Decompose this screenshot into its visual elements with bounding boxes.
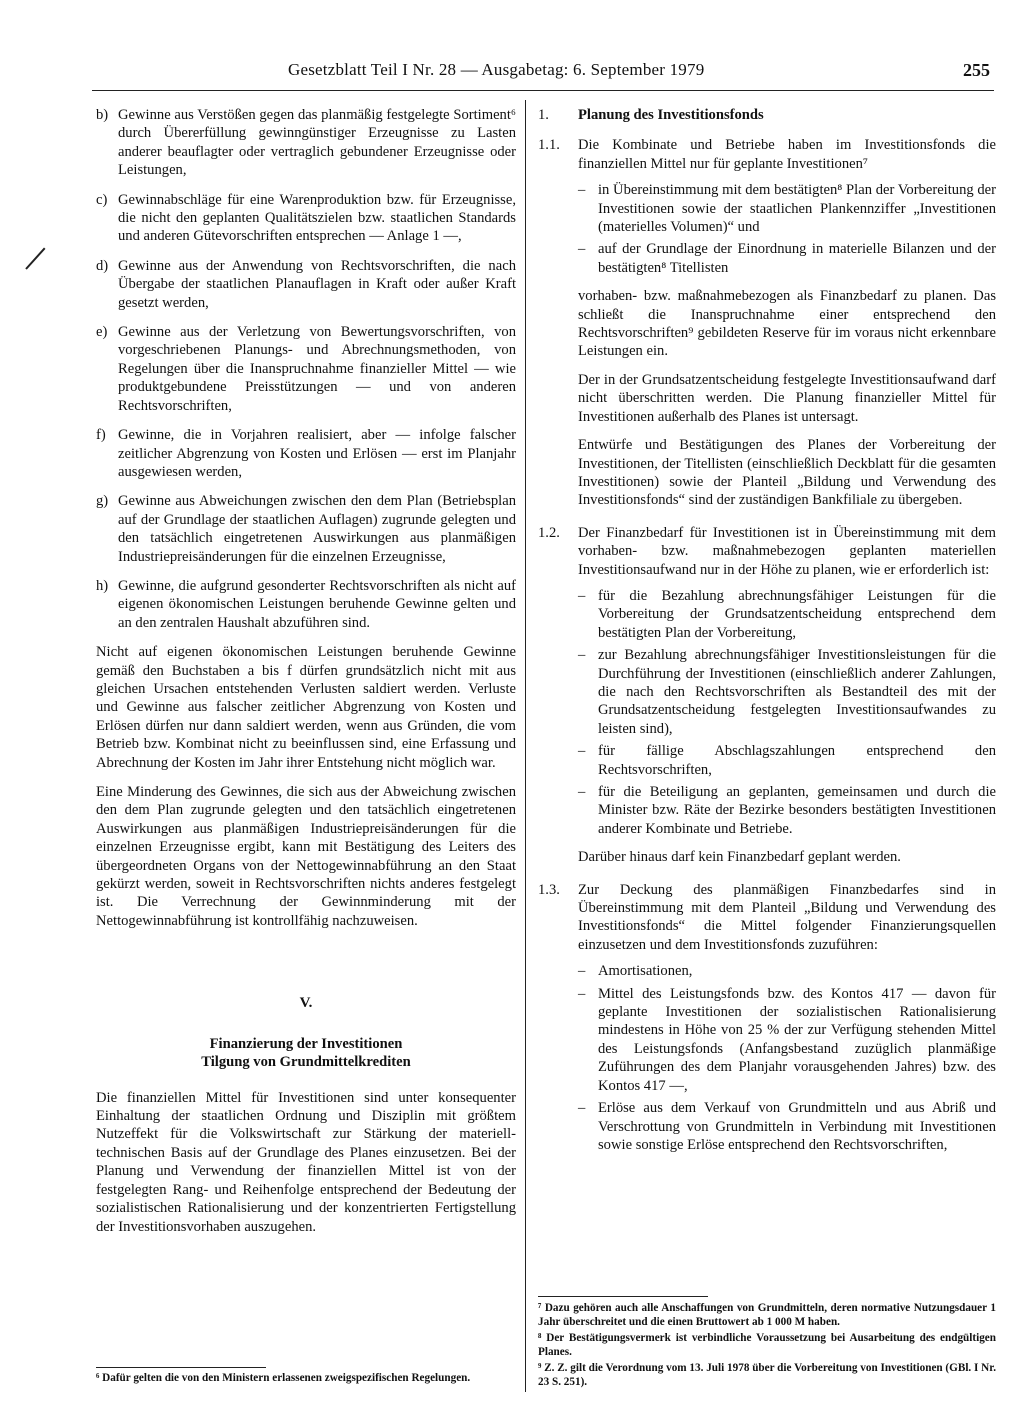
dash-marker: – [578, 182, 586, 199]
margin-pencil-mark [25, 248, 45, 270]
dash-item [538, 742, 996, 779]
section-title-line-2: Tilgung von Grundmittelkrediten [201, 1053, 411, 1070]
list-item-e [96, 323, 516, 415]
section-heading [96, 1035, 516, 1071]
section-number: 1.2. [538, 524, 560, 541]
dash-item [538, 646, 996, 738]
item-label: f) [96, 427, 106, 444]
footnote-9: ⁹ Z. Z. gilt die Verordnung vom 13. Juli 1978 über die Vorbereitung von Investitionen (GBl. I Nr. 23 S. 251). [538, 1362, 996, 1388]
footnote-7: ⁷ Dazu gehören auch alle Anschaffungen von Grundmitteln, deren normative Nutzungsdauer 1 Jahr überschreitet und die einen Bruttowert ab 1 000 M haben. [538, 1302, 996, 1328]
paragraph-saldierung: Nicht auf eigenen ökonomischen Leistungen beruhende Gewinne gemäß den Buchstaben a bis f dürfen grundsätzlich nicht mit aus gleichen Ursachen entstehenden Verlusten saldiert werden. Verluste und Gewinne aus falscher zeitlicher Abgrenzung von Kosten und Erlösen dürfen nur dann saldiert werden, wenn aus Gründen, die vom Betrieb bzw. Kombinat nicht zu beeinflussen sind, eine Erfassung und Abrechnung der Kosten im Jahr ihrer Entstehung nicht möglich war. [96, 644, 516, 771]
dash-item [538, 962, 996, 980]
paragraph-section-intro: Die finanziellen Mittel für Investitionen sind unter konsequenter Einhaltung der staatlichen Ordnung und Disziplin mit größtem Nutzeffekt für die Volkswirtschaft zur Stärkung der materiell-technischen Basis auf der Grundlage des Planes einzusetzen. Bei der Planung und Verwendung der finanziellen Mittel ist von der festgelegten Rang- und Reihenfolge entsprechend der Bedeutung der sozialistischen Rationalisierung und der konzentrierten Fertigstellung der Investitionsvorhaben auszugehen. [96, 1089, 516, 1235]
item-label: b) [96, 107, 109, 123]
footnote-6: ⁶ Dafür gelten die von den Ministern erlassenen zweigspezifischen Regelungen. [96, 1372, 471, 1384]
dash-marker: – [578, 647, 586, 664]
section-1-3 [538, 881, 996, 955]
list-item-f [96, 426, 516, 481]
dash-text: Erlöse aus dem Verkauf von Grundmitteln und aus Abriß und Verschrottung von Grundmitteln in Verbindung mit Investitionen sowie sonstige Erlöse entsprechend den Rechtsvorschriften, [598, 1100, 996, 1153]
list-item-h [96, 577, 516, 632]
section-number: 1. [538, 107, 549, 123]
dash-item [538, 985, 996, 1095]
item-label: c) [96, 191, 108, 208]
item-text: Gewinne aus der Anwendung von Rechtsvorschriften, die nach Übergabe der staatlichen Planauflagen in Kraft oder außer Kraft gesetzt werden, [118, 257, 516, 311]
dash-marker: – [578, 241, 586, 258]
footnotes-right [538, 1302, 996, 1393]
section-text: Zur Deckung des planmäßigen Finanzbedarfes sind in Übereinstimmung mit dem Planteil „Bildung und Verwendung des Investitionsfonds“ die Mittel folgender Finanzierungsquellen einzusetzen und dem Investitionsfonds zuzuführen: [578, 881, 996, 953]
dash-marker: – [578, 784, 586, 800]
column-divider [525, 100, 526, 1392]
dash-item [538, 1099, 996, 1154]
dash-item [538, 783, 996, 838]
paragraph: Entwürfe und Bestätigungen des Planes der Vorbereitung der Investitionen, der Titellisten (einschließlich Deckblatt für die gesamten Investitionen) sowie der Planteil „Bildung und Verwendung des Investitionsfonds“ sind der zuständigen Bankfiliale zu übergeben. [578, 437, 996, 509]
item-text: Gewinne aus Abweichungen zwischen den dem Plan (Betriebsplan auf der Grundlage der staatlichen Auflagen) zugrunde gelegten und den tatsächlich eingetretenen Auswirkungen aus planmäßigen Industriepreisänderungen für die einzelnen Erzeugnisse, [118, 493, 516, 565]
item-text: Gewinne, die in Vorjahren realisiert, aber — infolge falscher zeitlicher Abgrenzung von Kosten und Erlösen — erst im Planjahr ausgewiesen werden, [118, 427, 516, 480]
page-number: 255 [963, 60, 990, 80]
item-text: Gewinne, die aufgrund gesonderter Rechtsvorschriften als nicht auf eigenen ökonomischen Leistungen beruhende Gewinne gelten und an den zentralen Haushalt abzuführen sind. [118, 577, 516, 631]
dash-text: für die Beteiligung an geplanten, gemeinsamen und durch die Minister bzw. Räte der Bezirke besonders bestätigten Investitionen anderer Kombinate und Betriebe. [598, 784, 996, 837]
section-text: Der Finanzbedarf für Investitionen ist in Übereinstimmung mit dem vorhaben- bzw. maßnahmebezogen geplanten materiellen Investitionsaufwand nur in der Höhe zu planen, wie er erforderlich ist: [578, 524, 996, 578]
page-header [0, 60, 1024, 88]
paragraph: Darüber hinaus darf kein Finanzbedarf geplant werden. [578, 849, 901, 866]
item-label: e) [96, 324, 108, 341]
dash-marker: – [578, 743, 586, 760]
item-label: g) [96, 493, 109, 510]
list-item-c [96, 191, 516, 246]
paragraph: vorhaben- bzw. maßnahmebezogen als Finanzbedarf zu planen. Das schließt die Inanspruchnahme einer entsprechend den Rechtsvorschriften⁹ gebildeten Reserve für im voraus nicht erkennbare Leistungen ein. [578, 288, 996, 360]
dash-text: in Übereinstimmung mit dem bestätigten⁸ Plan der Vorbereitung der Investitionen sowie der staatlichen Plankennziffer „Investitionen (materielles Volumen)“ und [598, 182, 996, 236]
dash-item [538, 181, 996, 236]
section-title: Planung des Investitionsfonds [578, 107, 764, 123]
left-column [96, 106, 516, 1247]
footnote-rule-right [538, 1296, 708, 1297]
dash-item [538, 240, 996, 277]
section-1-1 [538, 136, 996, 173]
footnote-rule-left [96, 1367, 266, 1368]
section-text: Die Kombinate und Betriebe haben im Investitionsfonds die finanziellen Mittel nur für geplante Investitionen⁷ [578, 137, 996, 172]
dash-item [538, 587, 996, 642]
section-1-heading [538, 106, 996, 124]
footnote-8: ⁸ Der Bestätigungsvermerk ist verbindliche Voraussetzung bei Ausarbeitung des endgültigen Planes. [538, 1332, 996, 1358]
section-number: 1.1. [538, 137, 560, 154]
item-text: Gewinnabschläge für eine Warenproduktion bzw. für Erzeugnisse, die nicht den geplanten Qualitätszielen bzw. staatlichen Standards und anderen Gütevorschriften entsprechen — Anlage 1 —, [118, 191, 516, 245]
header-title: Gesetzblatt Teil I Nr. 28 — Ausgabetag: 6. September 1979 [288, 60, 705, 79]
dash-text: für fällige Abschlagszahlungen entsprechend den Rechtsvorschriften, [598, 743, 996, 778]
paragraph: Der in der Grundsatzentscheidung festgelegte Investitionsaufwand darf nicht überschritten werden. Die Planung finanzieller Mittel für Investitionen außerhalb des Planes ist untersagt. [578, 371, 996, 425]
dash-text: Amortisationen, [598, 963, 693, 980]
dash-text: auf der Grundlage der Einordnung in materielle Bilanzen und der bestätigten⁸ Titellisten [598, 241, 996, 276]
dash-marker: – [578, 1100, 586, 1117]
dash-marker: – [578, 587, 586, 604]
item-text: Gewinne aus Verstößen gegen das planmäßig festgelegte Sortiment⁶ durch Übererfüllung gewinngünstiger Erzeugnisse zu Lasten anderer beauflagter oder vertraglich gebundener Erzeugnisse oder Leistungen, [118, 107, 516, 179]
dash-text: für die Bezahlung abrechnungsfähiger Leistungen für die Vorbereitung der Grundsatzentscheidung entsprechend dem bestätigten Plan der Vorbereitung, [598, 587, 996, 641]
section-number: 1.3. [538, 881, 560, 898]
list-item-g [96, 492, 516, 566]
header-rule [92, 90, 994, 91]
item-label: h) [96, 577, 109, 594]
dash-text: Mittel des Leistungsfonds bzw. des Kontos 417 — davon für geplante Investitionen der sozialistischen Rationalisierung mindestens in Höhe von 25 % der zur Verfügung stehenden Mittel des Leistungsfonds (Anfangsbestand zuzüglich planmäßige Zuführungen des dem Planjahr vorausgehenden Jahres) bzw. des Kontos 417 —, [598, 985, 996, 1094]
list-item-d [96, 257, 516, 312]
list-item-b [96, 106, 516, 180]
item-text: Gewinne aus der Verletzung von Bewertungsvorschriften, von vorgeschriebenen Planungs- und Abrechnungsmethoden, von Regelungen über die Inanspruchnahme finanzieller Mittel — wie produktgebundene Preisstützungen — und von anderen Rechtsvorschriften, [118, 324, 516, 414]
section-number-roman: V. [299, 995, 313, 1012]
section-title-line-1: Finanzierung der Investitionen [209, 1035, 403, 1052]
dash-marker: – [578, 985, 586, 1002]
dash-marker: – [578, 963, 586, 980]
item-label: d) [96, 257, 109, 274]
section-1-2 [538, 524, 996, 579]
dash-text: zur Bezahlung abrechnungsfähiger Investitionsleistungen für die Durchführung der Investitionen (einschließlich anderer Zahlungen, die nach den Rechtsvorschriften als Bestandteil des mit der Grundsatzentscheidung festgelegten Investitionsaufwandes zu leisten sind), [598, 647, 996, 737]
right-column [538, 106, 996, 1158]
paragraph-gewinnminderung: Eine Minderung des Gewinnes, die sich aus der Abweichung zwischen den dem Plan zugrunde gelegten und den tatsächlich eingetretenen Auswirkungen aus planmäßigen Industriepreisänderungen für die einzelnen Erzeugnisse ergibt, kann mit Bestätigung des Leiters des übergeordneten Organs von der Nettogewinnabführung an den Staat gekürzt werden, soweit in Rechtsvorschriften nichts anderes festgelegt ist. Die Verrechnung der Gewinnminderung mit der Nettogewinnabführung ist kontrollfähig nachzuweisen. [96, 784, 516, 929]
